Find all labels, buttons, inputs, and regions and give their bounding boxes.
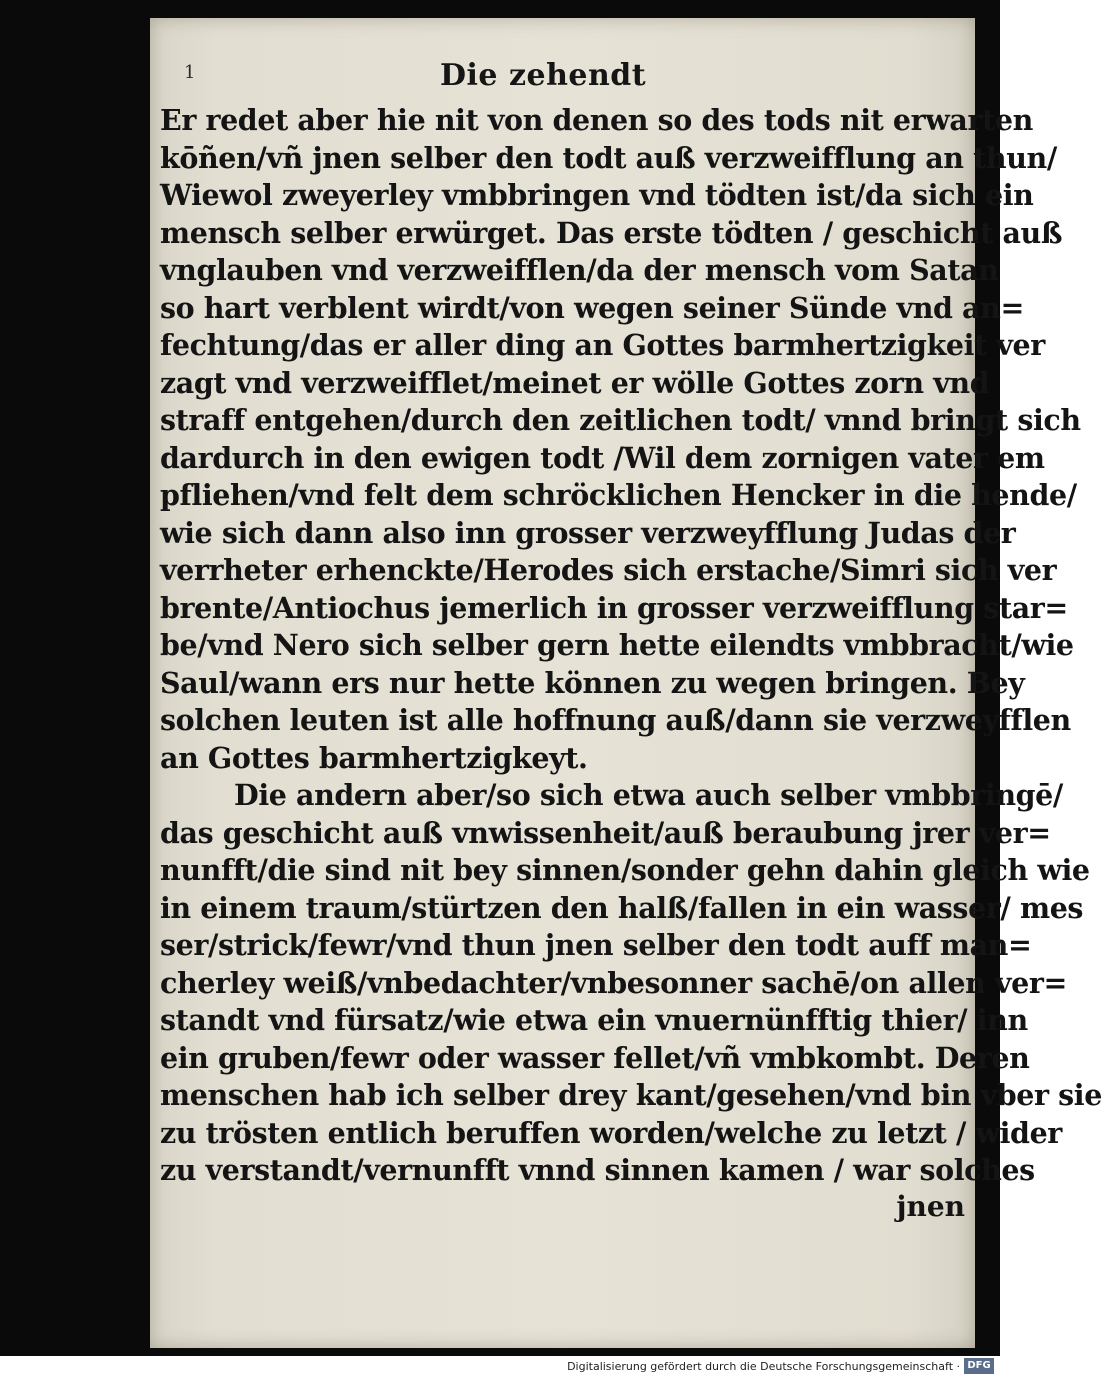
text-line: zagt vnd verzweifflet/meinet er wölle Gottes zorn vnd xyxy=(160,365,990,400)
text-line: Die andern aber/so sich etwa auch selber vmbbringē/ xyxy=(234,778,1063,812)
running-head: Die zehendt xyxy=(440,58,647,93)
text-line: an Gottes barmhertzigkeyt. xyxy=(160,740,588,775)
text-line: be/vnd Nero sich selber gern hette eilendts vmbbracht/wie xyxy=(160,628,1074,662)
text-line: das geschicht auß vnwissenheit/auß beraubung jrer ver= xyxy=(160,815,1051,850)
text-line: brente/Antiochus jemerlich in grosser verzweifflung star= xyxy=(160,590,1068,625)
catchword: jnen xyxy=(896,1190,965,1223)
text-line: Er redet aber hie nit von denen so des tods nit erwarten xyxy=(160,103,1033,137)
text-line: zu verstandt/vernunfft vnnd sinnen kamen / war solches xyxy=(160,1153,1035,1187)
text-line: wie sich dann also inn grosser verzweyfflung Judas der xyxy=(160,515,1016,550)
text-line: Wiewol zweyerley vmbbringen vnd tödten ist/da sich ein xyxy=(160,178,1034,212)
text-line: standt vnd fürsatz/wie etwa ein vnuernünfftig thier/ inn xyxy=(160,1003,1028,1037)
text-block xyxy=(160,102,1102,1190)
text-line: ein gruben/fewr oder wasser fellet/vñ vmbkombt. Deren xyxy=(160,1040,1030,1075)
text-line: pfliehen/vnd felt dem schröcklichen Hencker in die hende/ xyxy=(160,478,1077,512)
text-line: Saul/wann ers nur hette können zu wegen bringen. Bey xyxy=(160,665,1025,700)
text-line: cherley weiß/vnbedachter/vnbesonner sachē/on allen ver= xyxy=(160,965,1067,1000)
text-line: nunfft/die sind nit bey sinnen/sonder gehn dahin gleich wie xyxy=(160,853,1090,887)
text-line: vnglauben vnd verzweifflen/da der mensch vom Satan xyxy=(160,253,999,287)
text-line: ser/strick/fewr/vnd thun jnen selber den todt auff man= xyxy=(160,928,1032,962)
text-line: mensch selber erwürget. Das erste tödten / geschicht auß xyxy=(160,215,1063,250)
text-line: solchen leuten ist alle hoffnung auß/dann sie verzweyfflen xyxy=(160,703,1071,737)
text-line: straff entgehen/durch den zeitlichen todt/ vnnd bringt sich xyxy=(160,403,1081,437)
text-line: dardurch in den ewigen todt /Wil dem zornigen vater em xyxy=(160,440,1045,475)
text-line: so hart verblent wirdt/von wegen seiner Sünde vnd an= xyxy=(160,290,1024,325)
text-line: menschen hab ich selber drey kant/gesehen/vnd bin vber sie xyxy=(160,1078,1102,1112)
margin-mark: 1 xyxy=(184,62,196,83)
text-line: zu trösten entlich beruffen worden/welche zu letzt / wider xyxy=(160,1115,1062,1150)
footer-credit xyxy=(0,1356,1000,1378)
text-line: kōñen/vñ jnen selber den todt auß verzweifflung an thun/ xyxy=(160,140,1057,175)
text-line: fechtung/das er aller ding an Gottes barmhertzigkeit ver xyxy=(160,328,1045,362)
footer-credit-text: Digitalisierung gefördert durch die Deutsche Forschungsgemeinschaft · xyxy=(567,1360,960,1373)
dfg-logo-icon: DFG xyxy=(964,1358,994,1374)
text-line: in einem traum/stürtzen den halß/fallen in ein wasser/ mes xyxy=(160,890,1084,925)
text-line: verrheter erhenckte/Herodes sich erstache/Simri sich ver xyxy=(160,553,1057,587)
